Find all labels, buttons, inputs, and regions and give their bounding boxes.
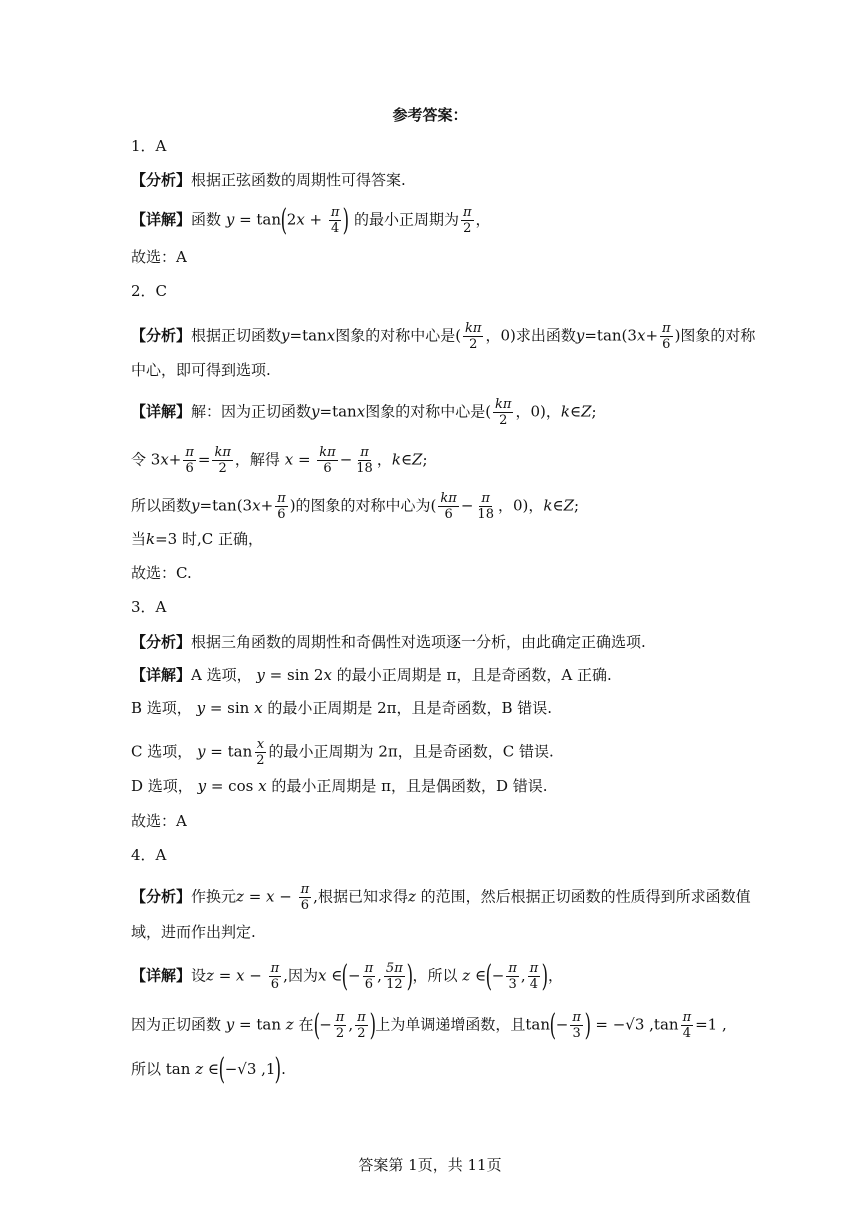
detail-text: 因为正切函数 xyxy=(131,1015,222,1034)
q2-detail: 【详解】解：因为正切函数y=tanx图象的对称中心是( $\frac{k\pi}{2}$ ，0)，k∈Z; xyxy=(131,397,597,428)
formula: $\frac{x}{2}$ xyxy=(256,737,265,768)
analysis-tag: 【分析】 xyxy=(131,171,192,189)
detail-text: 设 xyxy=(191,966,207,985)
q4-number: 4．A xyxy=(131,846,167,864)
q3-option-d: D 选项， y = cos x 的最小正周期是 π，且是偶函数，D 错误. xyxy=(131,777,548,795)
q1-choice: 故选：A xyxy=(131,248,187,266)
detail-text: )的图象的对称中心为( xyxy=(289,496,437,515)
formula: $\frac{\pi}{6}$ xyxy=(270,961,280,992)
formula: $\frac{\pi}{6}$ xyxy=(300,882,310,913)
formula: $\frac{\pi}{2}$ xyxy=(357,1010,366,1041)
q1-number: 1．A xyxy=(131,137,167,155)
page-title: 参考答案： xyxy=(392,106,468,124)
q1-analysis xyxy=(131,170,406,190)
analysis-text: 根据正切函数 xyxy=(191,326,282,345)
analysis-text: 的范围，然后根据正切函数的性质得到所求函数值 xyxy=(420,887,751,906)
detail-text: 令 3 xyxy=(131,450,161,469)
page-footer: 答案第 1页，共 11页 xyxy=(358,1156,502,1174)
formula: $\frac{\pi}{2}$ xyxy=(462,205,472,236)
q2-when: 当k=3 时,C 正确， xyxy=(131,530,264,548)
detail-text: 所以 xyxy=(131,1060,162,1078)
detail-text: 的最小正周期是 π，且是奇函数，A 正确. xyxy=(336,666,612,684)
formula: $\frac{\pi}{6}$ xyxy=(662,321,671,352)
q3-choice: 故选：A xyxy=(131,812,187,830)
detail-text: 图象的对称中心是( xyxy=(365,402,492,421)
analysis-text: 图象的对称中心是( xyxy=(335,326,462,345)
detail-text: ，0)， xyxy=(515,402,561,421)
detail-text: 在 xyxy=(298,1015,314,1034)
analysis-tag: 【分析】 xyxy=(131,633,192,651)
detail-text: B 选项， xyxy=(131,699,192,717)
q3-option-c: C 选项， y = tan $\frac{x}{2}$ 的最小正周期为 2π，且是奇函数，C 错误. xyxy=(131,737,554,768)
analysis-text: ,根据已知求得 xyxy=(313,887,408,906)
detail-text: 的最小正周期为 2π，且是奇函数，C 错误. xyxy=(268,742,554,761)
formula: $\frac{\pi}{6}$ xyxy=(277,491,286,522)
q4-monotonic: 因为正切函数 y = tan z 在(− $\frac{\pi}{2}$ , $\frac{\pi}{2}$ )上为单调递增函数，且tan(− $\frac{\pi}{3}$ ) = −√3 ,tan $\frac{\pi}{4}$ =1 , xyxy=(131,1007,727,1043)
formula: $\frac{\pi}{4}$ xyxy=(330,205,340,236)
formula: $\frac{k\pi}{6}$ xyxy=(319,445,336,476)
detail-text: 所以函数 xyxy=(131,496,192,515)
q2-let: 令 3x+ $\frac{\pi}{6}$ = $\frac{k\pi}{2}$ ，解得 x = $\frac{k\pi}{6}$ − $\frac{\pi}{18}$ ，k∈Z; xyxy=(131,445,428,476)
detail-tag: 【详解】 xyxy=(131,666,192,684)
detail-text: 的最小正周期是 π，且是偶函数，D 错误. xyxy=(271,777,548,795)
q2-so: 所以函数y=tan(3x+ $\frac{\pi}{6}$ )的图象的对称中心为( $\frac{k\pi}{6}$ − $\frac{\pi}{18}$ ，0)，k∈Z; xyxy=(131,491,580,522)
detail-text: 上为单调递增函数，且 xyxy=(375,1015,526,1034)
detail-text: 函数 xyxy=(191,210,222,229)
q3-analysis xyxy=(131,632,646,652)
formula: $\frac{k\pi}{6}$ xyxy=(440,491,457,522)
q2-number: 2．C xyxy=(131,282,168,300)
analysis-text: )图象的对称 xyxy=(674,326,756,345)
formula: $\frac{\pi}{6}$ xyxy=(185,445,194,476)
formula: $\frac{\pi}{6}$ xyxy=(364,961,374,992)
detail-tag: 【详解】 xyxy=(131,966,192,985)
detail-text: ,因为 xyxy=(283,966,318,985)
analysis-tag: 【分析】 xyxy=(131,887,192,906)
detail-text: ，解得 xyxy=(234,450,280,469)
q1-detail: 【详解】函数 y = tan(2x + $\frac{\pi}{4}$ ) 的最小正周期为 $\frac{\pi}{2}$ ， xyxy=(131,202,491,238)
analysis-tag: 【分析】 xyxy=(131,326,192,345)
q4-last: 所以 tan z ∈(−√3 ,1). xyxy=(131,1052,286,1087)
detail-text: D 选项， xyxy=(131,777,193,795)
analysis-text: 根据正弦函数的周期性可得答案. xyxy=(191,171,406,189)
q3-option-b: B 选项， y = sin x 的最小正周期是 2π，且是奇函数，B 错误. xyxy=(131,699,553,717)
q4-analysis: 【分析】作换元z = x − $\frac{\pi}{6}$ ,根据已知求得z 的范围，然后根据正切函数的性质得到所求函数值 xyxy=(131,882,751,913)
q4-analysis-cont: 域，进而作出判定. xyxy=(131,923,256,941)
q3-option-a: 【详解】A 选项， y = sin 2x 的最小正周期是 π，且是奇函数，A 正确. xyxy=(131,666,612,684)
detail-text: ，所以 xyxy=(412,966,458,985)
q4-detail: 【详解】设z = x − $\frac{\pi}{6}$ ,因为x ∈(− $\frac{\pi}{6}$ , $\frac{5\pi}{12}$ )，所以 z ∈(− $\frac{\pi}{3}$ , $\frac{\pi}{4}$ )， xyxy=(131,958,563,994)
formula: $\frac{k\pi}{2}$ xyxy=(214,445,231,476)
detail-text: A 选项， xyxy=(191,666,252,684)
q3-number: 3．A xyxy=(131,598,167,616)
detail-text: 的最小正周期为 xyxy=(353,210,459,229)
q2-choice: 故选：C. xyxy=(131,564,192,582)
q2-analysis: 【分析】根据正切函数y=tanx图象的对称中心是( $\frac{k\pi}{2}$ ，0)求出函数y=tan(3x+ $\frac{\pi}{6}$ )图象的对称 xyxy=(131,321,756,352)
detail-text: 解：因为正切函数 xyxy=(191,402,312,421)
detail-text: ，0)， xyxy=(497,496,544,515)
q2-analysis-cont: 中心，即可得到选项. xyxy=(131,361,271,379)
formula: $\frac{5\pi}{12}$ xyxy=(385,961,403,992)
formula: $\frac{\pi}{18}$ xyxy=(477,491,494,522)
formula: $\frac{\pi}{3}$ xyxy=(508,961,517,992)
formula: ( xyxy=(280,202,288,238)
formula: $\frac{\pi}{3}$ xyxy=(572,1010,581,1041)
detail-text: C 选项， xyxy=(131,742,193,761)
formula: $\frac{\pi}{4}$ xyxy=(529,961,539,992)
formula: $\frac{\pi}{18}$ xyxy=(356,445,373,476)
detail-text: 的最小正周期是 2π，且是奇函数，B 错误. xyxy=(267,699,553,717)
detail-tag: 【详解】 xyxy=(131,210,192,229)
formula: y xyxy=(225,210,235,229)
formula: $\frac{\pi}{4}$ xyxy=(682,1010,692,1041)
formula: $\frac{\pi}{2}$ xyxy=(335,1010,345,1041)
analysis-text: 根据三角函数的周期性和奇偶性对选项逐一分析，由此确定正确选项. xyxy=(191,633,646,651)
formula: $\frac{k\pi}{2}$ xyxy=(465,321,482,352)
formula: $\frac{k\pi}{2}$ xyxy=(495,397,512,428)
detail-tag: 【详解】 xyxy=(131,402,192,421)
detail-text: =3 时,C 正确， xyxy=(155,530,264,548)
detail-text: 当 xyxy=(131,530,147,548)
analysis-text: 作换元 xyxy=(191,887,237,906)
analysis-text: ，0)求出函数 xyxy=(485,326,576,345)
